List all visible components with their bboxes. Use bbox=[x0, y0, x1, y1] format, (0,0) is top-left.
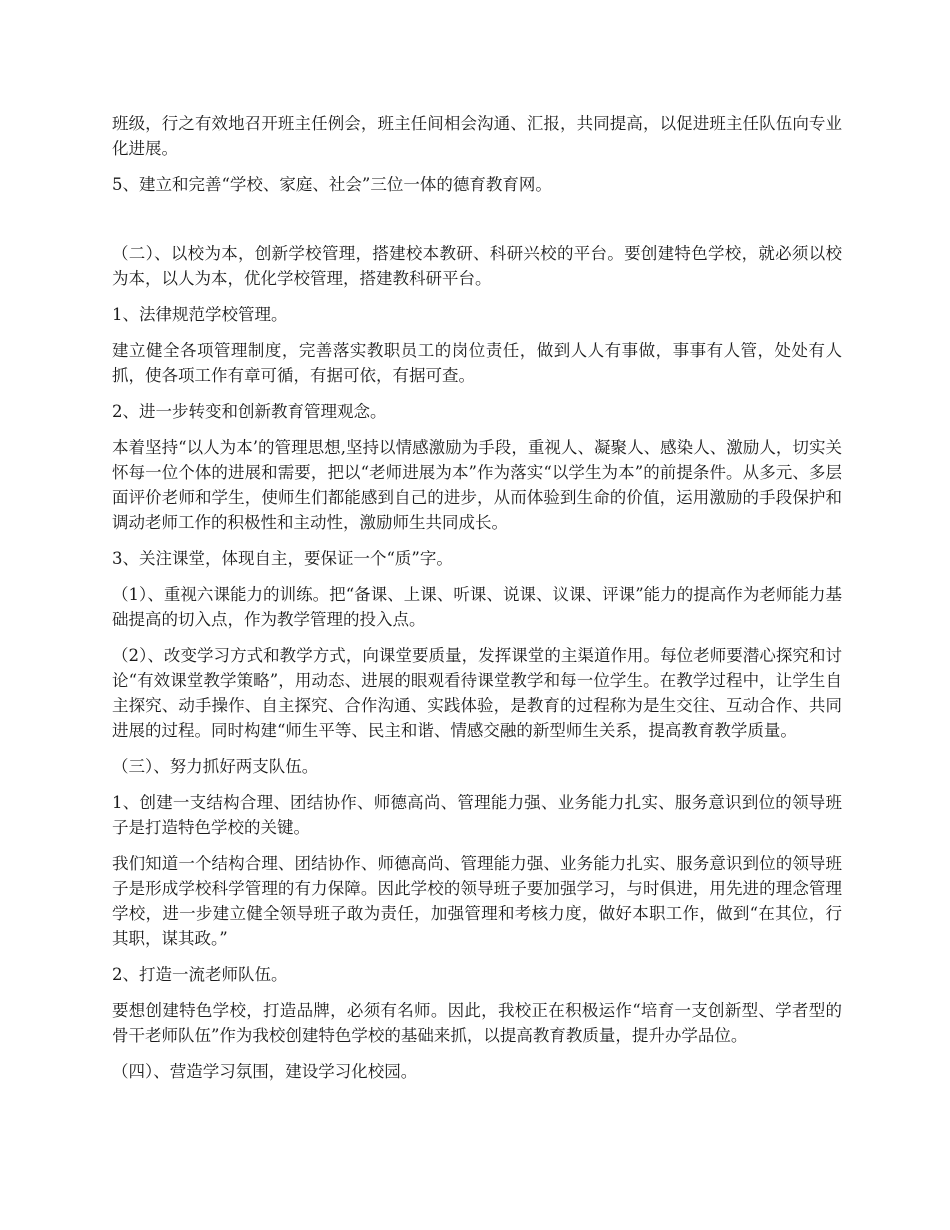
paragraph-item-5: 5、建立和完善“学校、家庭、社会”三位一体的德育教育网。 bbox=[112, 175, 552, 194]
paragraph-class-meeting: 班级，行之有效地召开班主任例会，班主任间相会沟通、汇报，共同提高，以促进班主任队伍向专业化进展。 bbox=[112, 114, 842, 158]
section-heading-2: （二）、以校为本，创新学校管理，搭建校本教研、科研兴校的平台。要创建特色学校，就必须以校为本，以人为本，优化学校管理，搭建教科研平台。 bbox=[112, 244, 842, 288]
paragraph-leadership-detail: 我们知道一个结构合理、团结协作、师德高尚、管理能力强、业务能力扎实、服务意识到位的领导班子是形成学校科学管理的有力保障。因此学校的领导班子要加强学习，与时俱进，用先进的理念管理学校，进一步建立健全领导班子敢为责任，加强管理和考核力度，做好本职工作，做到“在其位，行其职，谋其政。” bbox=[112, 854, 842, 948]
paragraph-item-1-law: 1、法律规范学校管理。 bbox=[112, 305, 288, 324]
paragraph-item-3-classroom: 3、关注课堂，体现自主，要保证一个“质”字。 bbox=[112, 549, 453, 568]
paragraph-teacher-team-detail: 要想创建特色学校，打造品牌，必须有名师。因此，我校正在积极运作“培育一支创新型、学者型的骨干老师队伍”作为我校创建特色学校的基础来抓，以提高教育教质量，提升办学品位。 bbox=[112, 1001, 842, 1045]
document-page bbox=[112, 111, 842, 1095]
paragraph-item-2-concept: 2、进一步转变和创新教育管理观念。 bbox=[112, 402, 387, 421]
section-heading-3: （三）、努力抓好两支队伍。 bbox=[112, 757, 319, 776]
paragraph-management-system: 建立健全各项管理制度，完善落实教职员工的岗位责任，做到人人有事做，事事有人管，处处有人抓，使各项工作有章可循，有据可依，有据可查。 bbox=[112, 341, 842, 385]
section-heading-4: （四）、营造学习氛围，建设学习化校园。 bbox=[112, 1062, 418, 1081]
paragraph-sub-2: （2）、改变学习方式和教学方式，向课堂要质量，发挥课堂的主渠道作用。每位老师要潜心探究和讨论“有效课堂教学策略”，用动态、进展的眼观看待课堂教学和每一位学生。在教学过程中，让学生自主探究、动手操作、自主探究、合作沟通、实践体验，是教育的过程称为是生交往、互动合作、共同进展的过程。同时构建“师生平等、民主和谐、情感交融的新型师生关系，提高教育教学质量。 bbox=[112, 646, 842, 740]
paragraph-leadership-item: 1、创建一支结构合理、团结协作、师德高尚、管理能力强、业务能力扎实、服务意识到位的领导班子是打造特色学校的关键。 bbox=[112, 793, 842, 837]
paragraph-people-oriented: 本着坚持“以人为本’的管理思想,坚持以情感激励为手段，重视人、凝聚人、感染人、激励人，切实关怀每一位个体的进展和需要，把以“老师进展为本”作为落实“以学生为本”的前提条件。从多元、多层面评价老师和学生，使师生们都能感到自己的进步，从而体验到生命的价值，运用激励的手段保护和调动老师工作的积极性和主动性，激励师生共同成长。 bbox=[112, 438, 842, 532]
paragraph-sub-1: （1）、重视六课能力的训练。把“备课、上课、听课、说课、议课、评课”能力的提高作为老师能力基础提高的切入点，作为教学管理的投入点。 bbox=[112, 585, 842, 629]
paragraph-teacher-team-item: 2、打造一流老师队伍。 bbox=[112, 965, 288, 984]
